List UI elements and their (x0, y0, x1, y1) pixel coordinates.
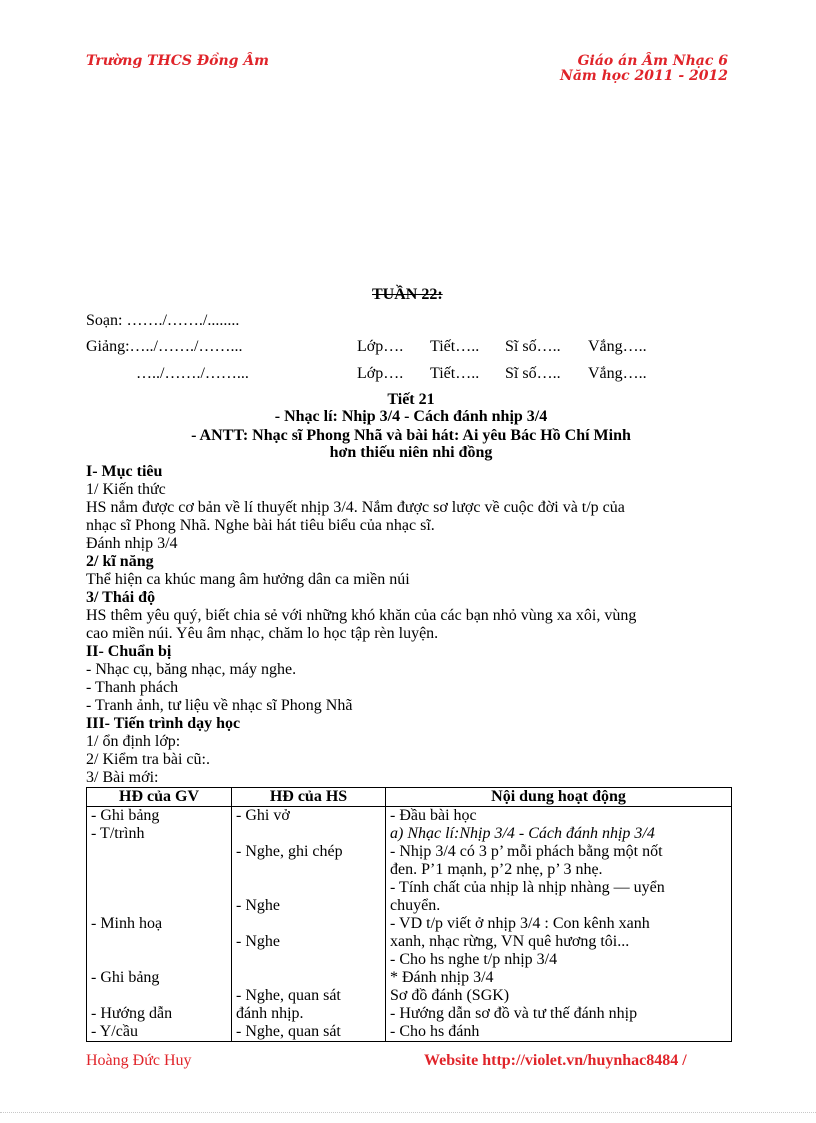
school-year: Năm học 2011 - 2012 (560, 68, 728, 84)
activity-table (86, 787, 732, 1042)
paragraph: cao miền núi. Yêu âm nhạc, chăm lo học tập rèn luyện. (86, 625, 439, 642)
section-preparation: II- Chuẩn bị (86, 643, 172, 660)
content-line: - Cho hs đánh (390, 1023, 480, 1040)
siso-2: Sĩ số….. (505, 365, 561, 382)
subject-title: Giáo án Âm Nhạc 6 (577, 53, 728, 69)
student-line: - Nghe (236, 897, 280, 914)
content-line: chuyển. (390, 897, 441, 914)
header-teacher: HĐ của GV (87, 788, 232, 807)
paragraph: HS nắm được cơ bản về lí thuyết nhịp 3/4. Nắm được sơ lược về cuộc đời và t/p của (86, 499, 625, 516)
subsection-attitude: 3/ Thái độ (86, 589, 156, 606)
teacher-line: - Y/cầu (91, 1023, 138, 1040)
content-line: a) Nhạc lí:Nhịp 3/4 - Cách đánh nhịp 3/4 (390, 825, 655, 842)
teacher-activities-cell (87, 807, 232, 1042)
teacher-line (91, 951, 227, 969)
teacher-line: - Ghi bảng (91, 807, 160, 824)
giang-date-2: …../……./……... (136, 365, 249, 382)
content-line: Sơ đồ đánh (SGK) (390, 987, 510, 1004)
content-cell (386, 807, 732, 1042)
lesson-number: Tiết 21 (387, 391, 435, 408)
teacher-line: - Minh hoạ (91, 915, 163, 932)
teacher-line (91, 987, 227, 1005)
lesson-topic-2: - ANTT: Nhạc sĩ Phong Nhã và bài hát: Ai yêu Bác Hồ Chí Minh (191, 427, 631, 444)
student-line (236, 861, 381, 879)
content-line: * Đánh nhịp 3/4 (390, 969, 494, 986)
header-content: Nội dung hoạt động (386, 788, 732, 807)
tiet-1: Tiết….. (430, 338, 480, 355)
student-line: - Nghe, quan sát (236, 987, 341, 1004)
content-line: - Cho hs nghe t/p nhịp 3/4 (390, 951, 558, 968)
student-line: - Nghe (236, 933, 280, 950)
list-item: - Thanh phách (86, 679, 179, 696)
student-line (236, 969, 381, 987)
subsection-knowledge: 1/ Kiến thức (86, 481, 166, 498)
teacher-line: - T/trình (91, 825, 145, 842)
website-link[interactable]: Website http://violet.vn/huynhac8484 / (424, 1052, 687, 1069)
paragraph: nhạc sĩ Phong Nhã. Nghe bài hát tiêu biểu của nhạc sĩ. (86, 517, 435, 534)
subsection-skills: 2/ kĩ năng (86, 553, 154, 570)
teacher-line: - Hướng dẫn (91, 1005, 173, 1022)
tiet-2: Tiết….. (430, 365, 480, 382)
teacher-line: - Ghi bảng (91, 969, 160, 986)
student-line (236, 915, 381, 933)
step-item: 2/ Kiểm tra bài cũ:. (86, 751, 210, 768)
paragraph: Thể hiện ca khúc mang âm hưởng dân ca miền núi (86, 571, 410, 588)
teacher-line (91, 933, 227, 951)
teacher-line (91, 897, 227, 915)
content-line: - Hướng dẫn sơ đồ và tư thế đánh nhịp (390, 1005, 638, 1022)
vang-2: Vắng….. (588, 365, 647, 382)
student-line: - Ghi vở (236, 807, 290, 824)
content-line: - Đầu bài học (390, 807, 477, 824)
list-item: - Nhạc cụ, băng nhạc, máy nghe. (86, 661, 297, 678)
lesson-topic-1: - Nhạc lí: Nhịp 3/4 - Cách đánh nhịp 3/4 (274, 408, 548, 425)
content-line: đen. P’1 mạnh, p’2 nhẹ, p’ 3 nhẹ. (390, 861, 603, 878)
giang-date-1: Giảng:…../……./……... (86, 338, 243, 355)
content-line: xanh, nhạc rừng, VN quê hương tôi... (390, 933, 630, 950)
table-row (87, 807, 732, 1042)
paragraph: Đánh nhịp 3/4 (86, 535, 178, 552)
student-line: - Nghe, quan sát (236, 1023, 341, 1040)
teacher-line (91, 861, 227, 879)
student-line (236, 951, 381, 969)
author-name: Hoàng Đức Huy (86, 1052, 192, 1069)
paragraph: HS thêm yêu quý, biết chia sẻ với những khó khăn của các bạn nhỏ vùng xa xôi, vùng (86, 607, 637, 624)
vang-1: Vắng….. (588, 338, 647, 355)
siso-1: Sĩ số….. (505, 338, 561, 355)
week-title: TUẦN 22: (372, 286, 443, 303)
student-line (236, 879, 381, 897)
lesson-topic-3: hơn thiếu niên nhi đồng (329, 444, 493, 461)
student-line: đánh nhịp. (236, 1005, 304, 1022)
school-name: Trường THCS Đồng Âm (86, 53, 269, 69)
page-bottom-divider (0, 1112, 816, 1113)
list-item: - Tranh ảnh, tư liệu về nhạc sĩ Phong Nhã (86, 697, 353, 714)
teacher-line (91, 843, 227, 861)
header-student: HĐ của HS (232, 788, 386, 807)
lop-1: Lớp…. (357, 338, 404, 355)
step-item: 1/ ổn định lớp: (86, 733, 181, 750)
student-line (236, 825, 381, 843)
content-line: - Tính chất của nhịp là nhịp nhàng — uyển (390, 879, 665, 896)
student-activities-cell (232, 807, 386, 1042)
teacher-line (91, 879, 227, 897)
section-procedure: III- Tiến trình dạy học (86, 715, 241, 732)
soan-date: Soạn: ……./……./........ (86, 312, 240, 329)
lop-2: Lớp…. (357, 365, 404, 382)
section-objectives: I- Mục tiêu (86, 463, 163, 480)
content-line: - VD t/p viết ở nhịp 3/4 : Con kênh xanh (390, 915, 650, 932)
student-line: - Nghe, ghi chép (236, 843, 343, 860)
step-item: 3/ Bài mới: (86, 769, 159, 786)
table-header-row (87, 788, 732, 807)
content-line: - Nhịp 3/4 có 3 p’ mỗi phách bằng một nốt (390, 843, 663, 860)
